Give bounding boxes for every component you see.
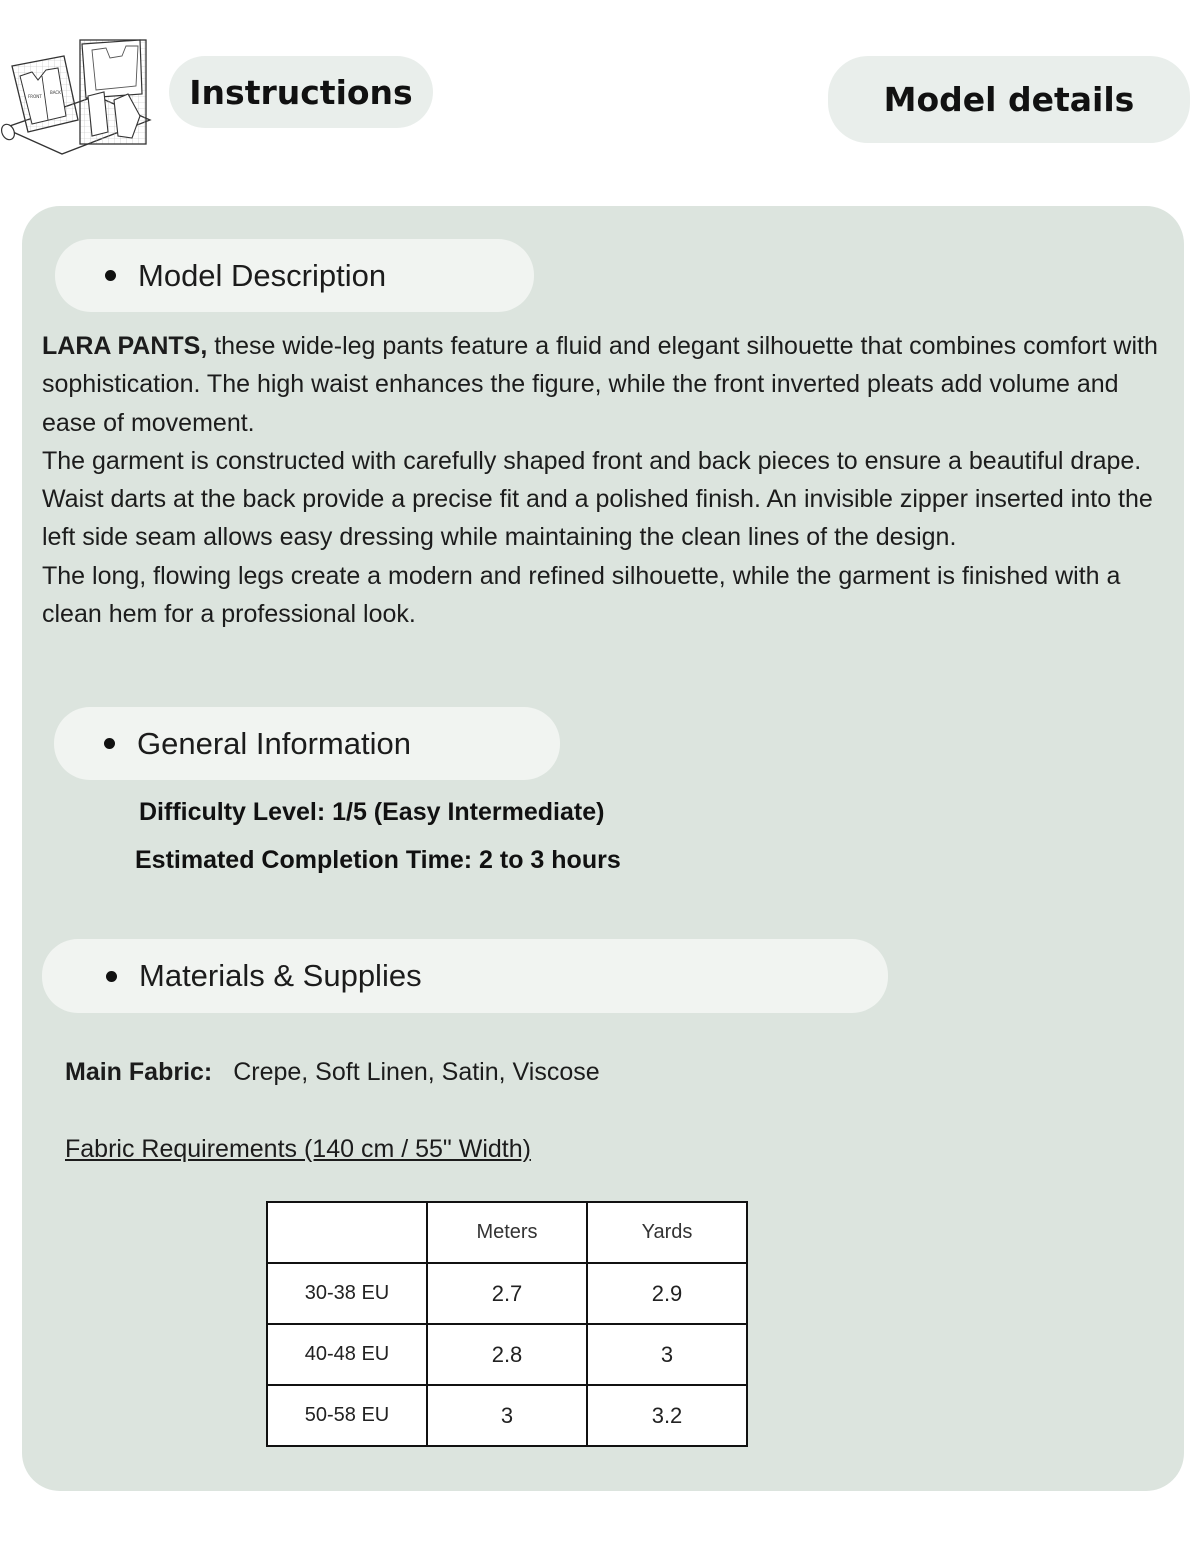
size-cell: 40-48 EU — [267, 1324, 427, 1385]
meters-cell: 3 — [427, 1385, 587, 1446]
bullet-icon — [104, 738, 115, 749]
bullet-icon — [105, 270, 116, 281]
table-header-row — [267, 1202, 747, 1263]
main-fabric — [65, 1058, 600, 1087]
section-title: General Information — [137, 725, 411, 761]
description-intro: these wide-leg pants feature a fluid and elegant silhouette that combines comfort with sophistication. The high waist enhances the figure, while the front inverted pleats add volume and ease of movement. — [42, 332, 1158, 437]
table-row — [267, 1385, 747, 1446]
description-paragraph: The garment is constructed with carefully shaped front and back pieces to ensure a beautiful drape. Waist darts at the back provide a precise fit and a polished finish. An invisible zipper inserted into the left side seam allows easy dressing while maintaining the clean lines of the design. — [42, 446, 1153, 552]
table-row — [267, 1263, 747, 1324]
yards-cell: 3 — [587, 1324, 747, 1385]
fabric-requirements-table — [266, 1201, 748, 1447]
meters-cell: 2.7 — [427, 1263, 587, 1324]
section-title: Materials & Supplies — [139, 958, 422, 993]
model-details-tab[interactable] — [828, 56, 1190, 143]
difficulty-level: Difficulty Level: 1/5 (Easy Intermediate) — [139, 798, 605, 826]
model-details-label: Model details — [883, 80, 1135, 119]
yards-cell: 2.9 — [587, 1263, 747, 1324]
section-heading-model-description — [55, 239, 534, 312]
bullet-icon — [106, 971, 117, 982]
yards-cell: 3.2 — [587, 1385, 747, 1446]
svg-text:FRONT: FRONT — [28, 94, 42, 99]
completion-time: Estimated Completion Time: 2 to 3 hours — [135, 846, 621, 874]
size-cell: 50-58 EU — [267, 1385, 427, 1446]
main-fabric-label: Main Fabric: — [65, 1058, 213, 1086]
table-header-cell — [267, 1202, 427, 1263]
section-title: Model Description — [138, 257, 387, 293]
table-header-cell: Yards — [587, 1202, 747, 1263]
section-heading-materials — [42, 939, 888, 1013]
section-heading-general-information — [54, 707, 560, 780]
main-fabric-value: Crepe, Soft Linen, Satin, Viscose — [233, 1058, 600, 1086]
meters-cell: 2.8 — [427, 1324, 587, 1385]
sewing-pattern-pieces-icon — [0, 36, 152, 160]
size-cell: 30-38 EU — [267, 1263, 427, 1324]
model-description-text — [42, 327, 1172, 633]
table-row — [267, 1324, 747, 1385]
instructions-button[interactable] — [169, 56, 433, 128]
fabric-requirements-title: Fabric Requirements (140 cm / 55" Width) — [65, 1135, 531, 1163]
table-header-cell: Meters — [427, 1202, 587, 1263]
model-name: LARA PANTS, — [42, 332, 208, 360]
description-paragraph — [42, 327, 1172, 442]
description-paragraph: The long, flowing legs create a modern and refined silhouette, while the garment is finished with a clean hem for a professional look. — [42, 561, 1121, 629]
svg-text:BACK: BACK — [50, 90, 61, 95]
content-panel — [22, 206, 1184, 1491]
instructions-label: Instructions — [189, 72, 413, 112]
